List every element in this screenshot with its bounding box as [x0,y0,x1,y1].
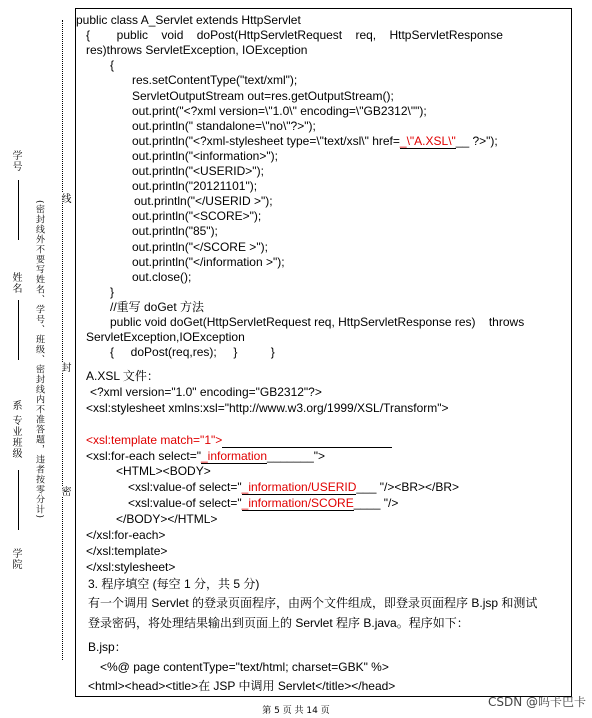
xsl-text: <xsl:value-of select=" [128,480,242,495]
code-text: out.println("</USERID >"); [134,194,273,209]
code-line [86,28,503,43]
code-line [132,134,498,149]
code-text: } [110,284,115,299]
margin-underline-3 [18,470,19,530]
code-text: { [110,58,115,73]
margin-notice: (密封线外不要写姓名、学号、班级、密封线内不准答题，违者按零分计) [34,200,44,520]
xsl-line [116,464,211,479]
seal-dotted-line [62,20,63,660]
code-line [110,345,275,360]
page-footer: 第 5 页 共 14 页 [262,706,330,716]
xsl-text [222,433,392,448]
xsl-text: _information/USERID [241,480,357,495]
code-text: { doPost(req,res); } } [110,345,275,360]
code-line [110,285,114,300]
code-text: //重写 doGet 方法 [110,299,205,314]
xsl-text: </xsl:stylesheet> [86,559,176,574]
xsl-line [86,544,167,559]
code-line [132,73,297,88]
code-text: public class A_Servlet extends HttpServlet [76,13,301,27]
code-line [132,270,191,285]
code-text: _\"A.XSL\" [399,133,456,148]
xsl-line [86,560,175,575]
section3-line2: <html><head><title>在 JSP 中调用 Servlet</title></head> [88,679,396,693]
xsl-line [128,496,398,511]
xsl-line [86,528,165,543]
section3-para1: 有一个调用 Servlet 的登录页面程序，由两个文件组成，即登录页面程序 B.jsp 和测试 [88,596,538,610]
code-text: out.close(); [132,269,192,284]
code-line [132,224,218,239]
section3-file: B.jsp： [88,640,127,654]
code-line [132,209,261,224]
csdn-watermark: CSDN @吗卡巴卡 [487,695,586,709]
code-text: res.setContentType("text/xml"); [132,73,298,88]
code-text: out.println("85"); [132,224,218,239]
xsl-text: _information/SCORE [241,496,354,511]
seal-label-xian: 线 [59,193,70,203]
code-line [86,43,307,58]
section3-line1: <%@ page contentType="text/html; charset=GBK" %> [100,660,389,674]
code-line [110,300,204,315]
code-text: out.println("20121101"); [132,179,258,194]
xsl-text: <HTML><BODY> [116,464,211,479]
xsl-text: </xsl:for-each> [86,528,166,542]
xsl-text: <xsl:stylesheet xmlns:xsl="http://www.w3.org/1999/XSL/Transform"> [86,400,449,415]
exam-frame [75,8,572,697]
margin-zhuanye: 系 专业班级 [10,400,21,460]
margin-xingming: 姓名 [10,272,21,294]
xsl-line [116,512,217,527]
xsl-text: _information [200,448,268,463]
section3-para2: 登录密码，将处理结果输出到页面上的 Servlet 程序 B.java。程序如下： [88,616,469,630]
code-line [132,240,268,255]
code-line [132,179,257,194]
code-text: out.println(" standalone=\"no\"?>"); [132,118,316,133]
code-line [132,164,264,179]
xsl-line [128,480,459,495]
code-text: out.println("</SCORE >"); [132,239,268,254]
code-line [110,315,524,330]
code-text: __ ?>"); [455,133,498,148]
code-line [110,58,114,73]
code-line [76,13,301,28]
code-text: res)throws ServletException, IOException [86,43,308,58]
xsl-text: <xsl:for-each select=" [86,448,201,463]
xsl-text: <?xml version="1.0" encoding="GB2312"?> [90,384,322,399]
seal-label-mi: 密 [59,486,70,496]
margin-underline-2 [18,300,19,360]
code-line [132,149,278,164]
xsl-text: <xsl:value-of select=" [128,496,242,511]
code-text: ServletException,IOException [86,330,245,345]
seal-label-feng: 封 [59,362,70,372]
code-line [132,119,316,134]
xsl-line [86,433,392,448]
xsl-text: _______"> [267,448,326,463]
code-line [86,330,245,345]
code-text: out.println("<USERID>"); [132,164,264,178]
margin-underline-1 [18,180,19,240]
xsl-line [86,369,159,384]
code-line [132,104,427,119]
xsl-text: </BODY></HTML> [116,512,218,527]
xsl-text: <xsl:template match="1"> [86,432,223,447]
xsl-text: ___ "/><BR></BR> [356,480,460,495]
code-text: public void doGet(HttpServletRequest req, HttpServletResponse res) throws [110,315,525,329]
xsl-line [86,449,325,464]
code-text: { public void doPost(HttpServletRequest req, HttpServletResponse [86,28,503,43]
code-line [134,194,273,209]
xsl-text: A.XSL 文件： [86,369,159,383]
xsl-line [86,401,449,416]
code-text: ServletOutputStream out=res.getOutputStream(); [132,88,394,103]
code-line [132,255,285,270]
code-text: out.println("</information >"); [132,254,285,269]
code-text: out.println("<?xml-stylesheet type=\"text/xsl\" href= [132,133,400,148]
xsl-text: ____ "/> [353,496,399,511]
margin-xuehao: 学号 [10,150,21,172]
code-text: out.println("<SCORE>"); [132,209,262,224]
section3-title: 3. 程序填空 (每空 1 分，共 5 分) [88,577,260,591]
margin-xueyuan: 学院 [10,548,21,570]
code-text: out.print("<?xml version=\"1.0\" encoding=\"GB2312\""); [132,103,427,118]
code-text: out.println("<information>"); [132,148,278,163]
xsl-line [90,385,322,400]
xsl-text: </xsl:template> [86,543,168,558]
code-line [132,89,394,104]
